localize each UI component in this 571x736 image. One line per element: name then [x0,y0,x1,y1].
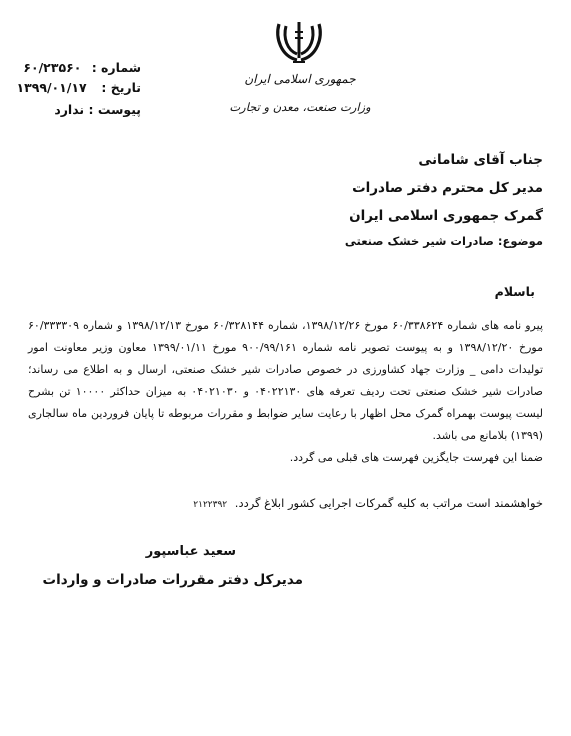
subject-value: صادرات شیر خشک صنعتی [344,234,494,248]
signatory-title: مدیرکل دفتر مقررات صادرات و واردات [42,572,303,588]
closing-reference-number: ۲۱۲۲۳۹۲ [193,500,228,510]
subject-label: موضوع: [497,234,543,248]
letter-number-value: ۶۰/۲۳۵۶۰ [23,60,82,75]
body-paragraph: پیرو نامه های شماره ۶۰/۳۳۸۶۲۴ مورخ ۱۳۹۸/۱۲/۲۶، شماره ۶۰/۳۲۸۱۴۴ مورخ ۱۳۹۸/۱۲/۱۳ و شماره ۶۰/۳۳۳۳۰۹ مورخ ۱۳۹۸/۱۲/۲۰ و به پیوست تصویر نامه شماره ۹۰۰/۹۹/۱۶۱ مورخ ۱۳۹۹/۰۱/۱۱ معاون وزیر معاونت امور تولیدات دامی _ وزارت جهاد کشاورزی در خصوص صادرات شیر خشک صنعتی، ارسال و به اطلاع می رساند؛ صادرات شیر خشک صنعتی تحت ردیف تعرفه های ۰۴۰۲۲۱۳۰ و ۰۴۰۲۱۰۳۰ به میزان حداکثر ۱۰۰۰۰ تن بشرح لیست پیوست بهمراه گمرک محل اظهار با رعایت سایر ضوابط و مقررات مربوطه تا پایان فروردین ماه سالجاری (۱۳۹۹) بلامانع می باشد. [28,319,544,442]
recipient-organization: گمرک جمهوری اسلامی ایران [349,208,543,224]
letter-date-label: تاریخ : [101,80,141,95]
signatory-name: سعید عباسپور [145,544,236,559]
letter-attachment-label: پیوست : [88,102,141,117]
letter-number [23,60,141,75]
closing-text: خواهشمند است مراتب به کلیه گمرکات اجرایی کشور ابلاغ گردد. [234,496,543,510]
recipient-name: جناب آقای شامانی [418,152,543,168]
salutation: باسلام [494,284,535,299]
letter-attachment [54,102,141,117]
letter-date [16,80,141,95]
letterhead-org-name: جمهوری اسلامی ایران [244,72,356,86]
letter-subject [345,234,543,248]
letterhead-ministry-name: وزارت صنعت، معدن و تجارت [229,100,371,114]
body-paragraph: ضمنا این فهرست جایگزین فهرست های قبلی می گردد. [289,451,543,464]
letter-date-value: ۱۳۹۹/۰۱/۱۷ [16,80,87,95]
letter-body [28,315,543,469]
letter-number-label: شماره : [91,60,141,75]
letter-attachment-value: ندارد [54,102,85,117]
iran-emblem-icon [273,18,325,64]
recipient-title: مدیر کل محترم دفتر صادرات [352,180,543,196]
closing-request [193,496,543,510]
